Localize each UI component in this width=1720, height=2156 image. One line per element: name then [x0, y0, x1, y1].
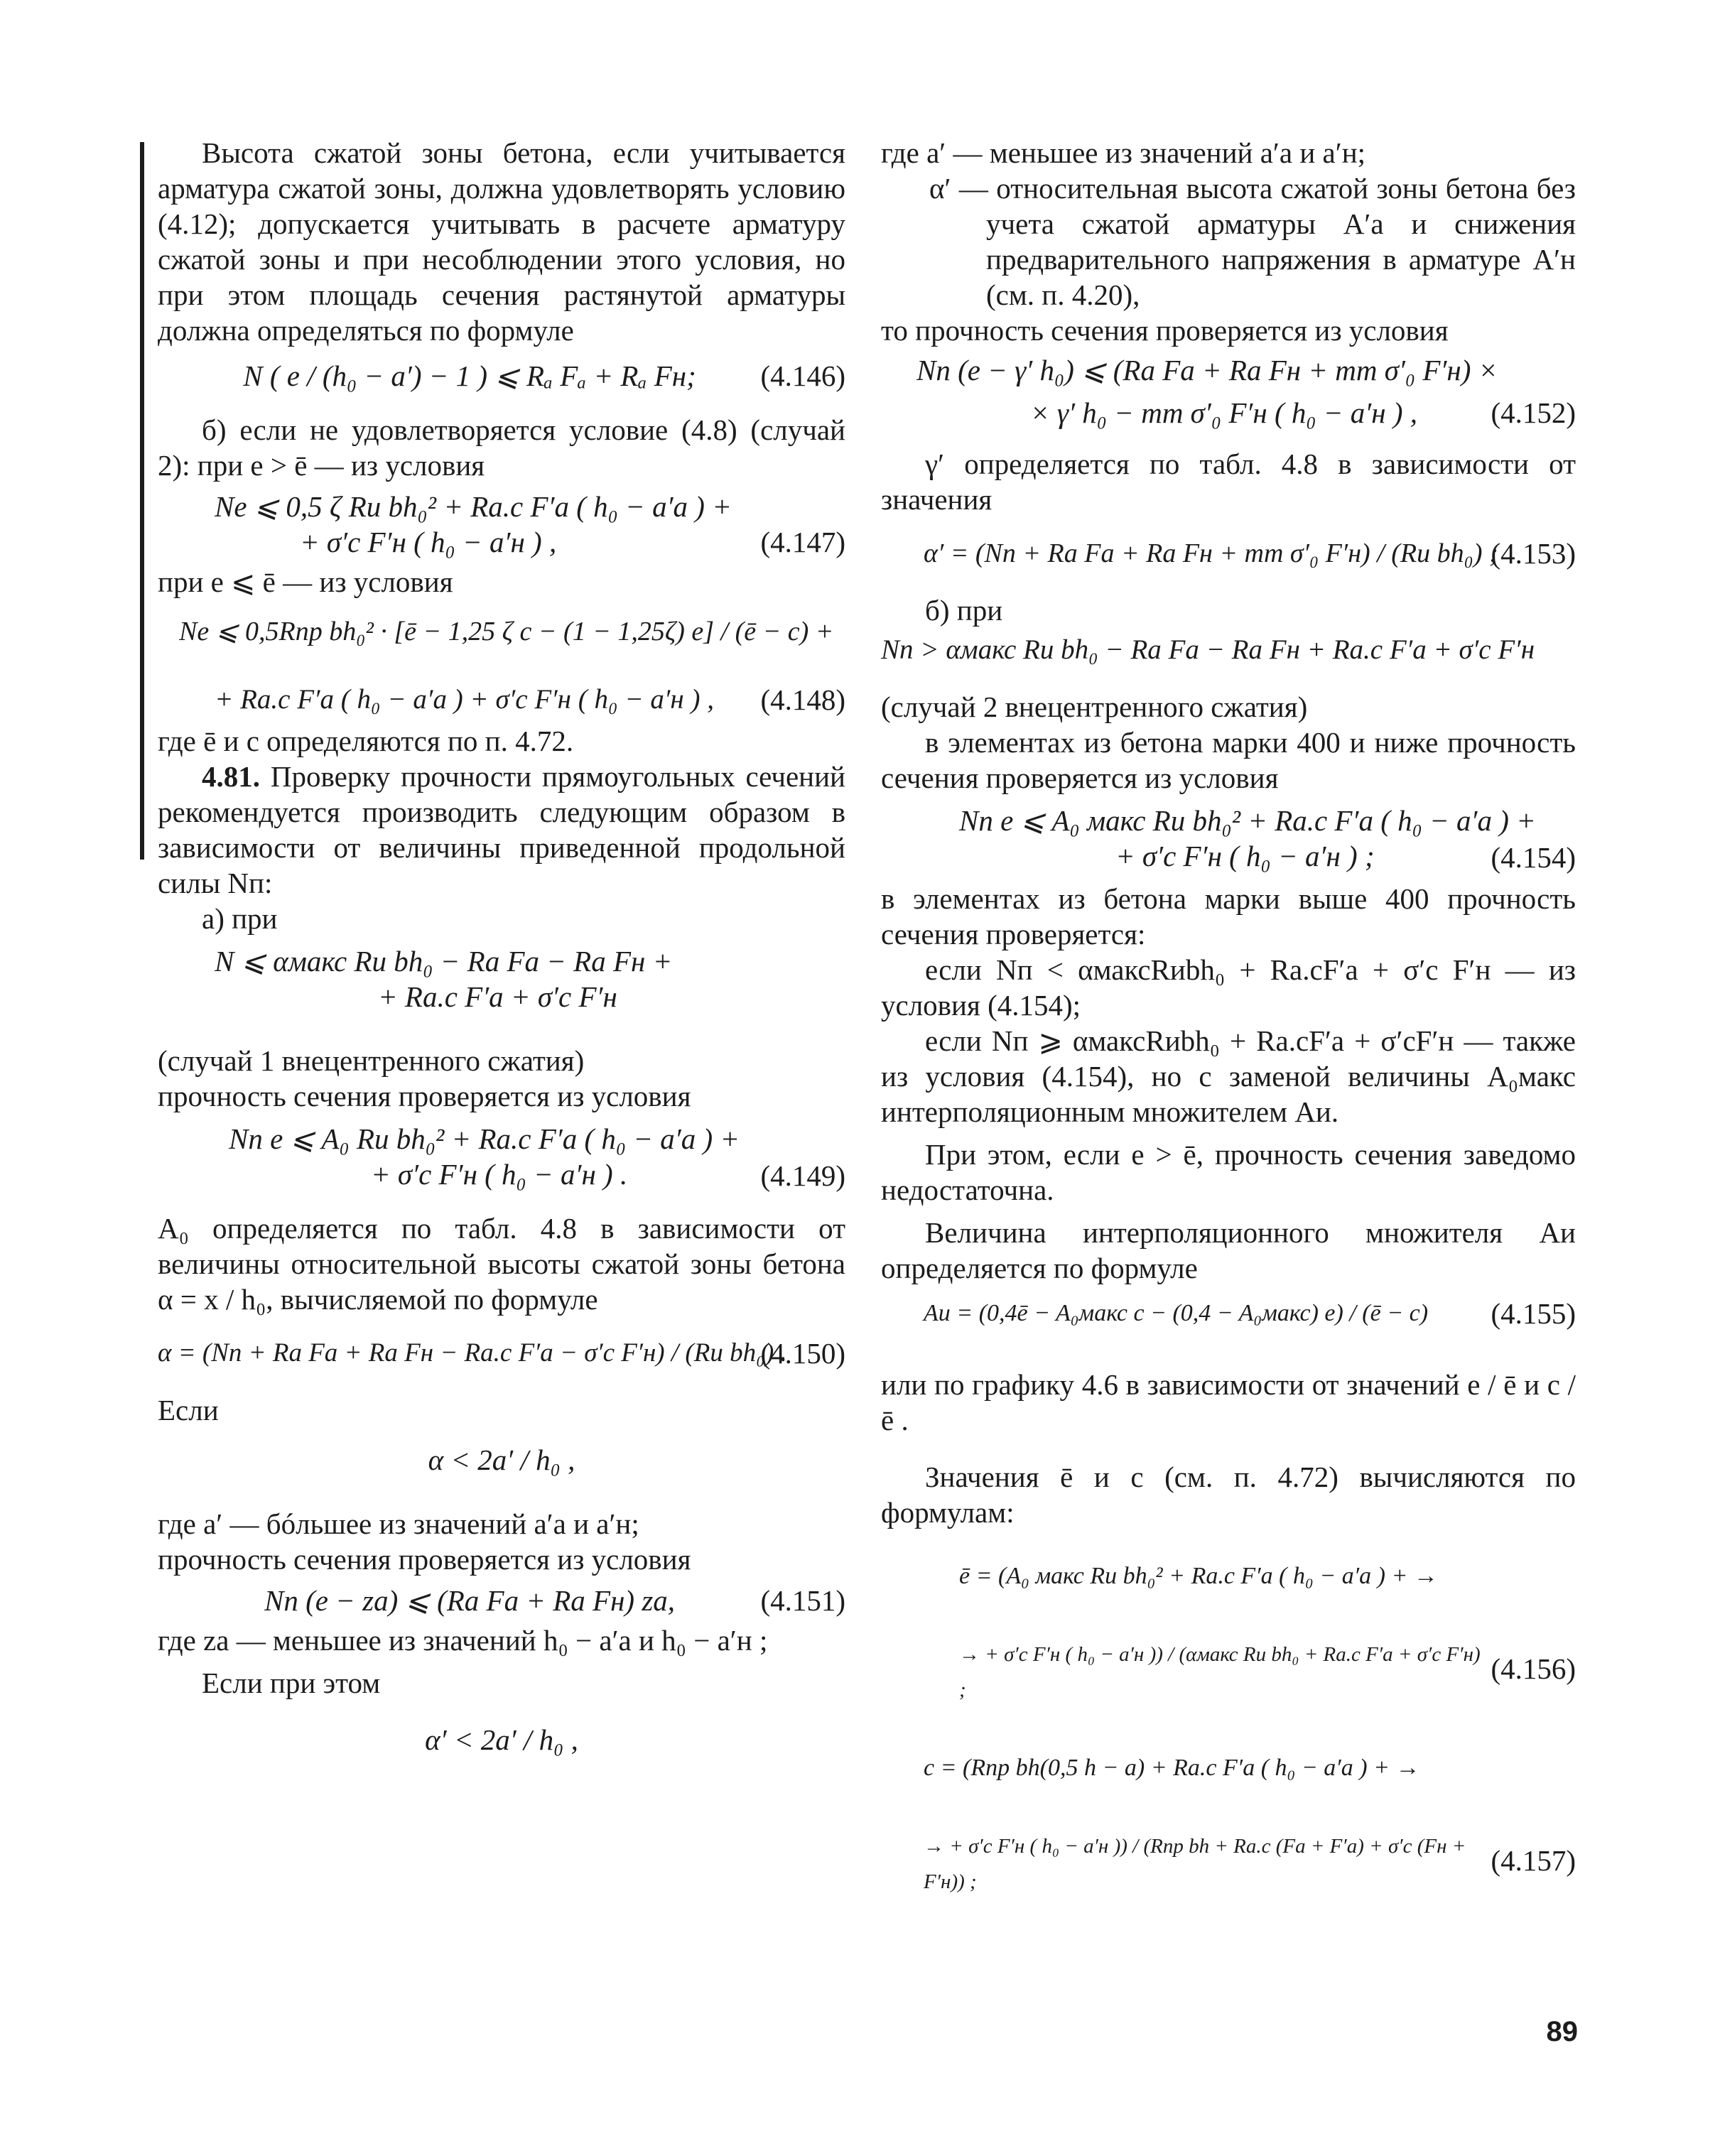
section-number: 4.81. — [202, 760, 260, 793]
formula-4-151: Nп (e − zа) ⩽ (Rа Fа + Rа Fн) zа, (4.151) — [264, 1584, 845, 1617]
formula-4-156: ē = (A₀ макс Rи bh₀² + Rа.с F′а ( h₀ − a′а ) + → → + σ′с F′н ( h₀ − a′н )) / (αмакс Rи bh₀ + Rа.с F′а + σ′с F′н) ; (4.156) — [959, 1563, 1576, 1701]
equation-number: (4.155) — [1491, 1297, 1576, 1330]
formula-4-153: α′ = (Nп + Rа Fа + Rа Fн + mт σ′₀ F′н) / (Rи bh₀) ; (4.153) — [924, 537, 1576, 570]
paragraph: б) если не удовлетворяется условие (4.8) (случай 2): при e > ē — из условия — [158, 413, 845, 482]
equation-number: (4.156) — [1491, 1652, 1576, 1685]
paragraph: если Nп ⩾ αмаксRиbh₀ + Rа.сF′а + σ′сF′н — также из условия (4.154), но с заменой величины A₀макс интерполяционным множителем Aи. — [881, 1024, 1576, 1128]
paragraph: б) при — [925, 594, 1003, 627]
page-number: 89 — [1546, 2016, 1578, 2047]
paragraph: где a′ — меньшее из значений a′а и a′н; — [881, 136, 1366, 169]
paragraph: где ē и c определяются по п. 4.72. — [158, 725, 574, 757]
paragraph: при e ⩽ ē — из условия — [158, 565, 453, 598]
margin-change-bar — [140, 142, 144, 860]
formula-4-155: Aи = (0,4ē − A₀макс c − (0,4 − A₀макс) e) / (ē − c) (4.155) — [924, 1297, 1576, 1330]
equation-number: (4.151) — [760, 1584, 845, 1617]
equation-number: (4.157) — [1491, 1844, 1576, 1877]
formula-condition-a: N ⩽ αмакс Rи bh₀ − Rа Fа − Rа Fн + + Rа.с F′а + σ′с F′н — [215, 945, 673, 1013]
paragraph: в элементах из бетона марки 400 и ниже прочность сечения проверяется из условия — [881, 726, 1576, 794]
formula-4-154: Nп e ⩽ A₀ макс Rи bh₀² + Rа.с F′а ( h₀ − a′а ) + + σ′с F′н ( h₀ − a′н ) ; (4.154) — [959, 804, 1576, 874]
paragraph: (случай 2 внецентренного сжатия) — [881, 690, 1308, 723]
paragraph: (случай 1 внецентренного сжатия) — [158, 1044, 585, 1077]
paragraph: Величина интерполяционного множителя Aи определяется по формуле — [881, 1216, 1576, 1284]
equation-number: (4.148) — [760, 683, 845, 716]
paragraph: то прочность сечения проверяется из условия — [881, 314, 1449, 347]
paragraph: а) при — [202, 902, 278, 935]
paragraph: Высота сжатой зоны бетона, если учитывается арматура сжатой зоны, должна удовлетворять условию (4.12); допускается учитывать в расчете арматуру сжатой зоны и при несоблюдении этого условия, но при этом площадь сечения растянутой арматуры должна определяться по формуле — [158, 136, 845, 347]
left-column — [158, 135, 845, 1779]
formula-4-152: Nп (e − γ′ h₀) ⩽ (Rа Fа + Rа Fн + mт σ′₀ F′н) × × γ′ h₀ − mт σ′₀ F′н ( h₀ − a′н ) , (4.152) — [916, 354, 1576, 429]
paragraph: в элементах из бетона марки выше 400 прочность сечения проверяется: — [881, 882, 1576, 950]
paragraph: При этом, если e > ē, прочность сечения заведомо недостаточна. — [881, 1138, 1576, 1206]
paragraph: если Nп < αмаксRиbh₀ + Rа.сF′а + σ′с F′н — из условия (4.154); — [881, 953, 1576, 1022]
formula-alpha-prime-condition: α′ < 2a′ / h₀ , — [425, 1723, 578, 1756]
equation-number: (4.149) — [760, 1159, 845, 1192]
formula-4-147: Ne ⩽ 0,5 ζ Rи bh₀² + Rа.с F′а ( h₀ − a′а ) + + σ′с F′н ( h₀ − a′н ) , (4.147) — [215, 490, 845, 558]
paragraph: γ′ определяется по табл. 4.8 в зависимости от значения — [881, 448, 1576, 516]
formula-4-157: c = (Rпр bh(0,5 h − a) + Rа.с F′а ( h₀ − a′а ) + → → + σ′с F′н ( h₀ − a′н )) / (Rпр bh + Rа.с (Fа + F′а) + σ′с (Fн + F′н)) ; (4.157) — [924, 1755, 1576, 1893]
right-column — [881, 135, 1576, 1928]
equation-number: (4.150) — [760, 1337, 845, 1370]
paragraph: A₀ определяется по табл. 4.8 в зависимости от величины относительной высоты сжатой зоны бетона α = x / h₀, вычисляемой по формуле — [158, 1212, 845, 1316]
paragraph: или по графику 4.6 в зависимости от значений e / ē и c / ē . — [881, 1368, 1576, 1436]
paragraph: где zа — меньшее из значений h₀ − a′а и h₀ − a′н ; — [158, 1624, 768, 1657]
formula-alpha-condition: α < 2a′ / h₀ , — [428, 1443, 575, 1476]
equation-number: (4.147) — [760, 526, 845, 558]
paragraph: Если при этом — [202, 1667, 381, 1699]
paragraph: 4.81. Проверку прочности прямоугольных сечений рекомендуется производить следующим образом в зависимости от величины приведенной продольной силы Nп: — [158, 760, 845, 899]
equation-number: (4.153) — [1491, 537, 1576, 570]
paragraph: Если — [158, 1394, 219, 1426]
equation-number: (4.146) — [760, 359, 845, 392]
equation-number: (4.152) — [1491, 396, 1576, 429]
formula-4-149: Nп e ⩽ A₀ Rи bh₀² + Rа.с F′а ( h₀ − a′а ) + + σ′с F′н ( h₀ − a′н ) . (4.149) — [229, 1122, 845, 1192]
formula-4-150: α = (Nп + Rа Fа + Rа Fн − Rа.с F′а − σ′с F′н) / (Rи bh₀) . (4.150) — [158, 1337, 845, 1370]
paragraph: где a′ — бóльшее из значений a′а и a′н; — [158, 1507, 639, 1540]
formula-4-146: N ( e / (h₀ − a′) − 1 ) ⩽ Rₐ Fₐ + Rₐ Fн; (4.146) — [243, 359, 845, 392]
formula-condition-b: Nп > αмакс Rи bh₀ − Rа Fа − Rа Fн + Rа.с F′а + σ′с F′н — [881, 634, 1535, 665]
paragraph: Значения ē и c (см. п. 4.72) вычисляются по формулам: — [881, 1461, 1576, 1529]
definition: α′ — относительная высота сжатой зоны бетона без учета сжатой арматуры A′а и снижения предварительного напряжения в арматуре A′н (см. п. 4.20), — [929, 172, 1576, 311]
equation-number: (4.154) — [1491, 841, 1576, 874]
paragraph: прочность сечения проверяется из условия — [158, 1543, 691, 1576]
paragraph: прочность сечения проверяется из условия — [158, 1080, 691, 1112]
formula-4-148: Ne ⩽ 0,5Rпр bh₀² · [ē − 1,25 ζ c − (1 − 1,25ζ) e] / (ē − c) + + Rа.с F′а ( h₀ − a′а ) + σ′с F′н ( h₀ − a′н ) , (4.148) — [179, 617, 845, 716]
